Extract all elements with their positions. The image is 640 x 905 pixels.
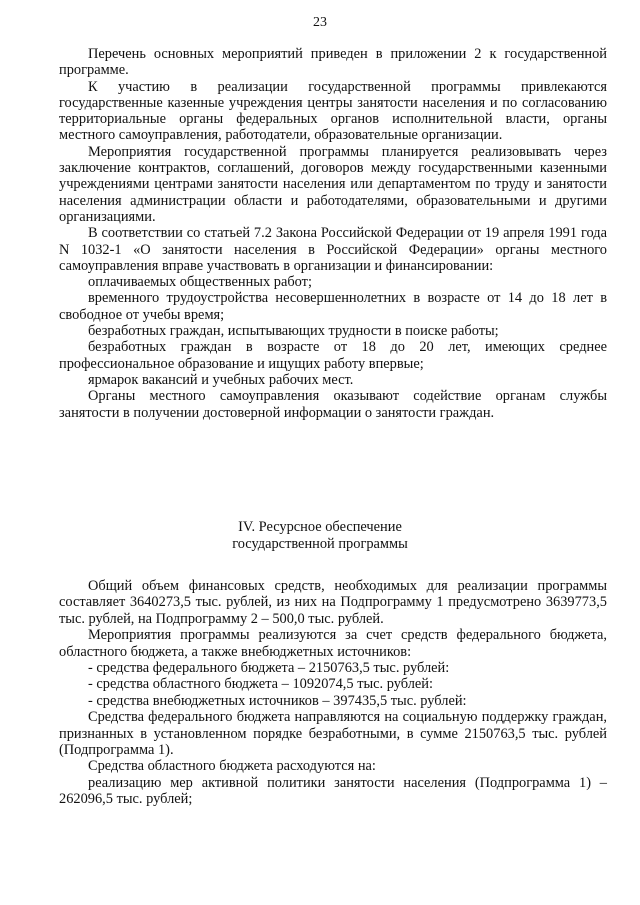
page-number: 23 (313, 15, 327, 30)
section-heading-line-2: государственной программы (232, 536, 408, 552)
paragraph: Общий объем финансовых средств, необходимых для реализации программы составляет 3640273,5 тыс. рублей, из них на Подпрограмму 1 предусмотрено 3639773,5 тыс. рублей, на Подпрограмму 2 – 500,0 тыс. рублей. (59, 578, 607, 627)
paragraph: реализацию мер активной политики занятости населения (Подпрограмма 1) – 262096,5 тыс. рублей; (59, 774, 607, 808)
paragraph: В соответствии со статьей 7.2 Закона Российской Федерации от 19 апреля 1991 года N 1032-1 «О занятости населения в Российской Федерации» органы местного самоуправления вправе участвовать в организации и финансировании: (59, 225, 607, 274)
paragraph: Перечень основных мероприятий приведен в приложении 2 к государственной программе. (59, 46, 607, 79)
list-item: ярмарок вакансий и учебных рабочих мест. (88, 371, 354, 388)
list-item: безработных граждан в возрасте от 18 до 20 лет, имеющих среднее профессиональное образование и ищущих работу впервые; (59, 339, 607, 372)
section-1-body (59, 46, 607, 421)
section-2-body (59, 578, 607, 808)
paragraph: Мероприятия государственной программы планируется реализовывать через заключение контрактов, соглашений, договоров между государственными казенными учреждениями центрами занятости населения или департаментом по труду и занятости населения администрации области и работодателями, образовательными и другими организациями. (59, 143, 607, 225)
paragraph: Мероприятия программы реализуются за счет средств федерального бюджета, областного бюджета, а также внебюджетных источников: (59, 627, 607, 660)
list-item: оплачиваемых общественных работ; (88, 274, 312, 291)
list-item: - средства внебюджетных источников – 397435,5 тыс. рублей: (88, 692, 467, 709)
section-heading (0, 519, 640, 553)
paragraph: К участию в реализации государственной программы привлекаются государственные казенные учреждения центры занятости населения и по согласованию территориальные органы федеральных органов исполнительной власти, органы местного самоуправления, работодатели, образовательные организации. (59, 78, 607, 144)
list-item: безработных граждан, испытывающих трудности в поиске работы; (88, 323, 499, 340)
list-item: - средства федерального бюджета – 2150763,5 тыс. рублей: (88, 660, 450, 677)
paragraph: Средства федерального бюджета направляются на социальную поддержку граждан, признанных в установленном порядке безработными, в сумме 2150763,5 тыс. рублей (Подпрограмма 1). (59, 709, 607, 759)
list-item: - средства областного бюджета – 1092074,5 тыс. рублей: (88, 676, 433, 693)
paragraph: Органы местного самоуправления оказывают содействие органам службы занятости в получении достоверной информации о занятости граждан. (59, 388, 607, 421)
list-item: временного трудоустройства несовершеннолетних в возрасте от 14 до 18 лет в свободное от учебы время; (59, 290, 607, 323)
paragraph: Средства областного бюджета расходуются на: (88, 758, 376, 775)
section-heading-line-1: IV. Ресурсное обеспечение (238, 519, 402, 535)
